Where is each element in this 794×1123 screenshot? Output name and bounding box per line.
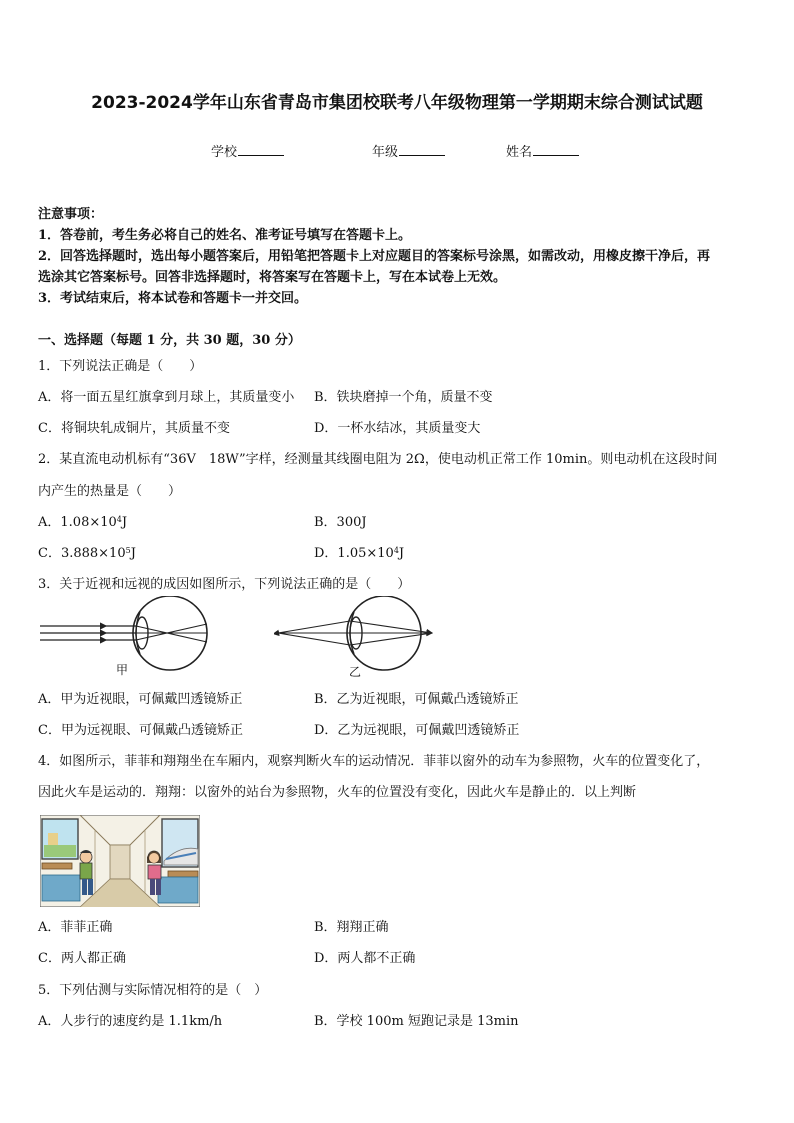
q5-option-a: A．人步行的速度约是 1.1km/h bbox=[38, 1014, 223, 1029]
exam-title: 2023-2024学年山东省青岛市集团校联考八年级物理第一学期期末综合测试试题 bbox=[91, 93, 703, 113]
q4-option-c: C．两人都正确 bbox=[38, 951, 126, 966]
school-label: 学校 bbox=[211, 145, 238, 160]
q2-option-a: A．$1.08\times 10^4J$ bbox=[38, 515, 128, 530]
q2-option-d: D．$1.05\times 10^4J$ bbox=[314, 546, 405, 561]
name-blank bbox=[533, 143, 579, 156]
q2-stem-line2: 内产生的热量是（ ） bbox=[38, 484, 182, 499]
fig-label-yi: 乙 bbox=[349, 665, 362, 679]
q3-option-c: C．甲为远视眼、可佩戴凸透镜矫正 bbox=[38, 723, 243, 738]
q2-option-c: C．$3.888\times 10^5J$ bbox=[38, 546, 136, 561]
q1-option-d: D．一杯水结冰，其质量变大 bbox=[314, 421, 481, 436]
q5-stem: 5．下列估测与实际情况相符的是（ ） bbox=[38, 983, 268, 998]
q2-stem-line1: 2．某直流电动机标有“36V 18W”字样，经测量其线圈电阻为 2Ω，使电动机正常工作 10min。则电动机在这段时间 bbox=[38, 452, 718, 467]
notice-item-2: 2．回答选择题时，选出每小题答案后，用铅笔把答题卡上对应题目的答案标号涂黑，如需改动，用橡皮擦干净后，再 bbox=[38, 249, 711, 264]
q2-option-b: B．300J bbox=[314, 515, 367, 530]
school-field bbox=[211, 141, 284, 160]
fig-label-jia: 甲 bbox=[116, 663, 129, 677]
q4-stem-line1: 4．如图所示，菲菲和翔翔坐在车厢内，观察判断火车的运动情况．菲菲以窗外的动车为参照物，火车的位置变化了， bbox=[38, 754, 710, 769]
q1-option-b: B．铁块磨掉一个角，质量不变 bbox=[314, 390, 493, 405]
notice-item-2-cont: 选涂其它答案标号。回答非选择题时，将答案写在答题卡上，写在本试卷上无效。 bbox=[38, 270, 507, 285]
school-blank bbox=[238, 143, 284, 156]
section-heading: 一、选择题（每题 1 分，共 30 题，30 分） bbox=[38, 333, 301, 348]
q3-option-b: B．乙为近视眼，可佩戴凸透镜矫正 bbox=[314, 692, 519, 707]
notice-item-3: 3．考试结束后，将本试卷和答题卡一并交回。 bbox=[38, 291, 308, 306]
q3-option-d: D．乙为远视眼，可佩戴凹透镜矫正 bbox=[314, 723, 520, 738]
q1-stem: 1．下列说法正确是（ ） bbox=[38, 359, 203, 374]
q4-option-b: B．翔翔正确 bbox=[314, 920, 389, 935]
q3-option-a: A．甲为近视眼，可佩戴凹透镜矫正 bbox=[38, 692, 243, 707]
name-field bbox=[506, 141, 579, 160]
q5-option-b: B．学校 100m 短跑记录是 13min bbox=[314, 1014, 519, 1029]
q4-option-a: A．菲菲正确 bbox=[38, 920, 113, 935]
q3-stem: 3．关于近视和远视的成因如图所示，下列说法正确的是（ ） bbox=[38, 577, 411, 592]
q4-stem-line2: 因此火车是运动的．翔翔：以窗外的站台为参照物，火车的位置没有变化，因此火车是静止的．以上判断 bbox=[38, 785, 637, 800]
name-label: 姓名 bbox=[506, 145, 533, 160]
train-carriage-illustration bbox=[40, 815, 200, 907]
q1-option-a: A．将一面五星红旗拿到月球上，其质量变小 bbox=[38, 390, 295, 405]
grade-field bbox=[372, 141, 445, 160]
grade-blank bbox=[399, 143, 445, 156]
q4-option-d: D．两人都不正确 bbox=[314, 951, 416, 966]
grade-label: 年级 bbox=[372, 145, 399, 160]
notice-item-1: 1．答卷前，考生务必将自己的姓名、准考证号填写在答题卡上。 bbox=[38, 228, 412, 243]
notice-heading: 注意事项： bbox=[38, 207, 104, 222]
q1-option-c: C．将铜块轧成铜片，其质量不变 bbox=[38, 421, 230, 436]
